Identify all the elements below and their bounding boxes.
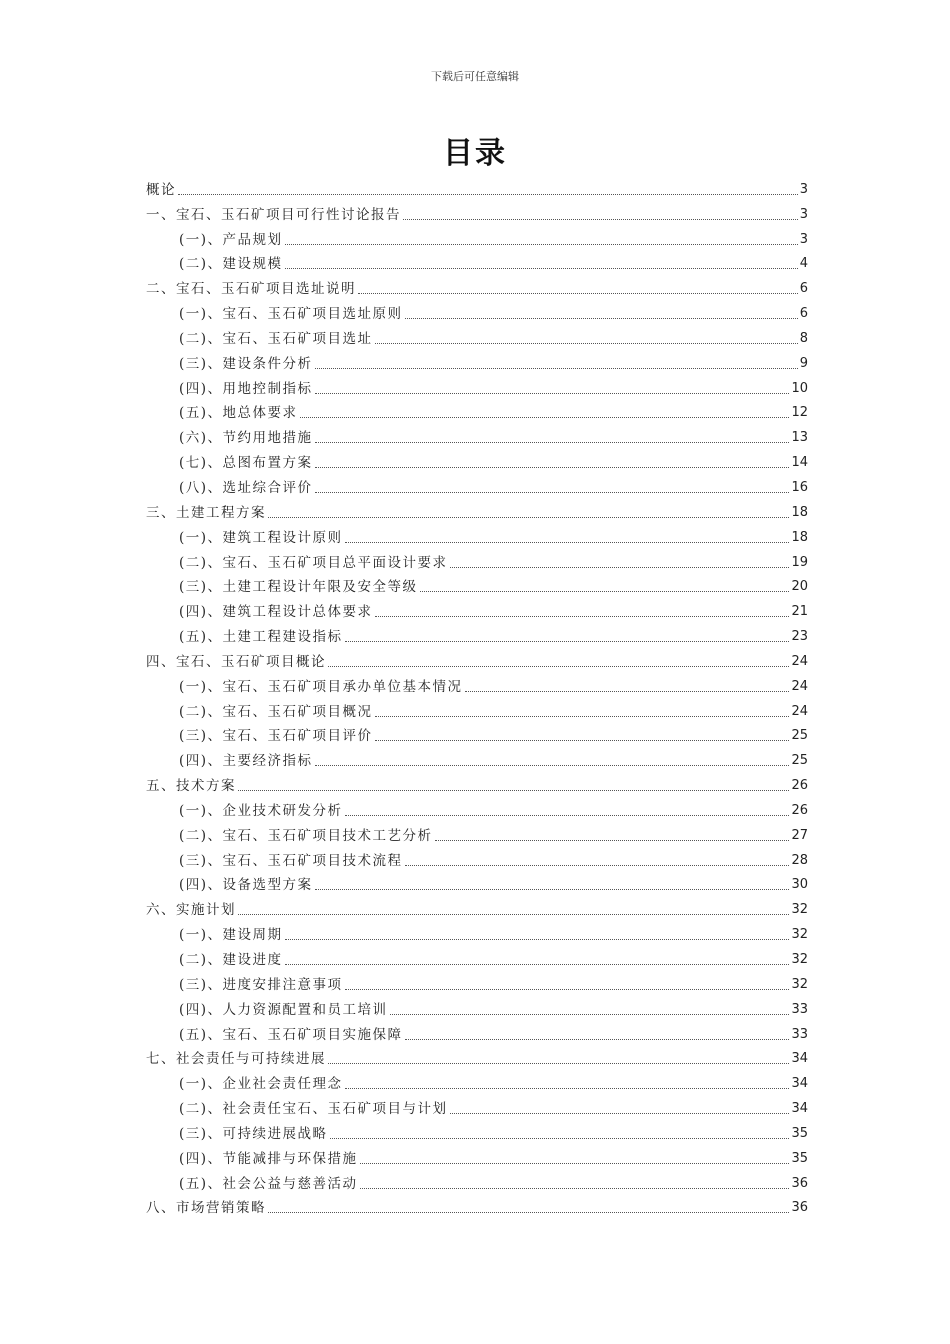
toc-entry-label: (一)、建设周期 [179,927,283,944]
toc-entry-label: (三)、宝石、玉石矿项目技术流程 [179,852,403,869]
toc-entry-label: (四)、节能减排与环保措施 [179,1150,358,1167]
toc-entry-label: (二)、宝石、玉石矿项目总平面设计要求 [179,554,448,571]
header-note: 下载后可任意编辑 [431,70,519,83]
toc-entry-page: 26 [791,802,808,818]
toc-entry-label: (二)、建设进度 [179,952,283,968]
toc-entry-page: 25 [791,728,808,744]
toc-entry-label: (三)、进度安排注意事项 [179,976,343,993]
toc-leader-dots [178,194,798,195]
toc-entry[interactable] [146,348,808,373]
toc-leader-dots [328,1063,789,1064]
toc-leader-dots [268,1212,789,1213]
toc-entry-page: 34 [791,1051,808,1067]
toc-leader-dots [360,1163,790,1164]
toc-entry[interactable] [146,919,808,944]
toc-entry-page: 36 [791,1175,808,1191]
toc-entry-label: (五)、土建工程建设指标 [179,629,343,646]
toc-entry[interactable] [146,745,808,770]
toc-leader-dots [375,740,790,741]
toc-entry-page: 6 [799,281,808,297]
toc-entry[interactable] [146,1143,808,1168]
toc-entry[interactable] [146,422,808,447]
toc-entry[interactable] [146,870,808,895]
toc-entry-page: 24 [791,703,808,719]
toc-entry-label: (二)、社会责任宝石、玉石矿项目与计划 [179,1101,448,1118]
toc-entry-label: 六、实施计划 [146,902,236,919]
toc-entry-label: (三)、可持续进展战略 [179,1125,328,1142]
toc-leader-dots [238,790,789,791]
toc-leader-dots [285,939,790,940]
toc-entry-page: 3 [799,231,808,247]
toc-entry-page: 18 [791,529,808,545]
toc-entry[interactable] [146,398,808,423]
toc-leader-dots [330,1138,790,1139]
toc-leader-dots [345,641,790,642]
toc-entry[interactable] [146,894,808,919]
toc-entry-page: 32 [791,927,808,943]
toc-entry-page: 27 [791,827,808,843]
toc-entry[interactable] [146,447,808,472]
toc-entry-label: (五)、社会公益与慈善活动 [179,1175,358,1192]
toc-entry-label: (四)、用地控制指标 [179,380,313,397]
table-of-contents [146,174,808,1217]
toc-entry-page: 30 [791,877,808,893]
toc-entry-page: 34 [791,1101,808,1117]
toc-entry-label: (三)、宝石、玉石矿项目评价 [179,728,373,745]
toc-entry-page: 20 [791,579,808,595]
toc-leader-dots [420,591,790,592]
toc-entry-page: 18 [791,504,808,520]
toc-entry-label: 五、技术方案 [146,778,236,795]
toc-entry-label: (一)、宝石、玉石矿项目承办单位基本情况 [179,678,463,695]
toc-entry-page: 24 [791,678,808,694]
toc-entry[interactable] [146,373,808,398]
toc-entry-label: (六)、节约用地措施 [179,430,313,447]
toc-leader-dots [315,368,798,369]
toc-entry[interactable] [146,1193,808,1218]
toc-entry-page: 35 [791,1150,808,1166]
toc-entry[interactable] [146,472,808,497]
toc-entry[interactable] [146,522,808,547]
toc-leader-dots [403,219,798,220]
toc-entry-page: 6 [799,306,808,322]
toc-entry-label: (三)、土建工程设计年限及安全等级 [179,579,418,596]
toc-entry[interactable] [146,845,808,870]
toc-entry-page: 21 [791,604,808,620]
toc-entry[interactable] [146,1044,808,1069]
toc-entry-label: (一)、产品规划 [179,231,283,248]
toc-entry[interactable] [146,1093,808,1118]
toc-entry-label: 概论 [146,181,176,198]
toc-leader-dots [358,293,798,294]
toc-leader-dots [450,1113,790,1114]
toc-entry-page: 13 [791,430,808,446]
toc-leader-dots [345,989,790,990]
toc-leader-dots [315,889,790,890]
toc-entry-page: 4 [799,256,808,272]
toc-entry-label: (八)、选址综合评价 [179,479,313,496]
toc-leader-dots [300,417,790,418]
toc-entry-page: 14 [791,455,808,471]
toc-entry-label: 四、宝石、玉石矿项目概论 [146,653,326,670]
toc-entry[interactable] [146,795,808,820]
toc-entry[interactable] [146,596,808,621]
toc-leader-dots [315,442,790,443]
toc-entry-label: (一)、企业技术研发分析 [179,802,343,819]
toc-entry[interactable] [146,671,808,696]
toc-entry[interactable] [146,497,808,522]
toc-leader-dots [285,964,790,965]
toc-entry[interactable] [146,621,808,646]
toc-leader-dots [450,567,790,568]
toc-entry-label: (四)、主要经济指标 [179,753,313,770]
toc-entry-page: 25 [791,753,808,769]
toc-entry[interactable] [146,224,808,249]
toc-leader-dots [315,393,790,394]
toc-leader-dots [315,765,790,766]
toc-entry[interactable] [146,944,808,969]
toc-entry[interactable] [146,770,808,795]
toc-leader-dots [390,1014,790,1015]
toc-entry[interactable] [146,273,808,298]
toc-leader-dots [268,517,789,518]
toc-entry-page: 26 [791,778,808,794]
toc-leader-dots [435,840,790,841]
toc-entry[interactable] [146,323,808,348]
toc-leader-dots [315,467,790,468]
toc-entry-page: 33 [791,1001,808,1017]
toc-entry-label: 二、宝石、玉石矿项目选址说明 [146,281,356,298]
toc-entry-label: (一)、宝石、玉石矿项目选址原则 [179,306,403,323]
toc-entry[interactable] [146,547,808,572]
toc-entry-page: 19 [791,554,808,570]
toc-entry[interactable] [146,249,808,274]
toc-entry[interactable] [146,1118,808,1143]
toc-entry-label: (四)、设备选型方案 [179,877,313,894]
toc-entry[interactable] [146,572,808,597]
toc-entry-label: 八、市场营销策略 [146,1200,266,1217]
toc-entry-page: 32 [791,902,808,918]
toc-leader-dots [375,616,790,617]
toc-leader-dots [285,268,798,269]
toc-entry-label: 七、社会责任与可持续进展 [146,1051,326,1068]
toc-entry-page: 32 [791,976,808,992]
toc-leader-dots [375,716,790,717]
toc-entry-page: 28 [791,852,808,868]
toc-entry[interactable] [146,174,808,199]
toc-leader-dots [405,865,790,866]
toc-leader-dots [328,666,789,667]
toc-leader-dots [315,492,790,493]
toc-entry-label: (一)、建筑工程设计原则 [179,529,343,546]
toc-entry[interactable] [146,646,808,671]
toc-entry[interactable] [146,199,808,224]
toc-entry-page: 16 [791,479,808,495]
toc-leader-dots [465,691,790,692]
toc-entry-label: (五)、宝石、玉石矿项目实施保障 [179,1026,403,1043]
toc-entry-page: 23 [791,629,808,645]
toc-entry-page: 24 [791,653,808,669]
toc-entry[interactable] [146,1019,808,1044]
toc-entry-page: 32 [791,952,808,967]
toc-leader-dots [375,343,798,344]
toc-leader-dots [345,1088,790,1089]
toc-entry-label: (二)、宝石、玉石矿项目选址 [179,330,373,347]
toc-entry[interactable] [146,298,808,323]
toc-entry[interactable] [146,696,808,721]
toc-entry-label: (二)、建设规模 [179,256,283,273]
toc-entry-label: 三、土建工程方案 [146,504,266,521]
toc-entry-label: (五)、地总体要求 [179,405,298,422]
toc-entry-label: (四)、人力资源配置和员工培训 [179,1001,388,1018]
toc-leader-dots [405,1039,790,1040]
toc-entry[interactable] [146,994,808,1019]
toc-entry[interactable] [146,820,808,845]
toc-entry-label: (二)、宝石、玉石矿项目概况 [179,703,373,720]
toc-entry-label: (三)、建设条件分析 [179,355,313,372]
toc-leader-dots [345,815,790,816]
toc-entry-page: 10 [791,380,808,396]
toc-leader-dots [360,1188,790,1189]
toc-leader-dots [345,542,790,543]
toc-entry-label: (七)、总图布置方案 [179,455,313,472]
toc-entry-page: 3 [799,181,808,197]
toc-entry-label: 一、宝石、玉石矿项目可行性讨论报告 [146,206,401,223]
page-title: 目录 [443,136,507,171]
toc-entry-page: 8 [799,330,808,346]
toc-leader-dots [238,914,789,915]
toc-entry-page: 34 [791,1076,808,1092]
toc-entry-label: (一)、企业社会责任理念 [179,1076,343,1093]
toc-entry-page: 3 [799,206,808,222]
toc-entry-page: 36 [791,1200,808,1216]
toc-entry[interactable] [146,1068,808,1093]
toc-entry[interactable] [146,721,808,746]
toc-entry-page: 9 [799,355,808,371]
toc-entry[interactable] [146,1168,808,1193]
toc-entry-page: 12 [791,405,808,421]
toc-leader-dots [405,318,798,319]
toc-leader-dots [285,244,798,245]
toc-entry[interactable] [146,969,808,994]
toc-entry-page: 33 [791,1026,808,1042]
toc-entry-page: 35 [791,1125,808,1141]
toc-entry-label: (二)、宝石、玉石矿项目技术工艺分析 [179,827,433,844]
toc-entry-label: (四)、建筑工程设计总体要求 [179,604,373,621]
